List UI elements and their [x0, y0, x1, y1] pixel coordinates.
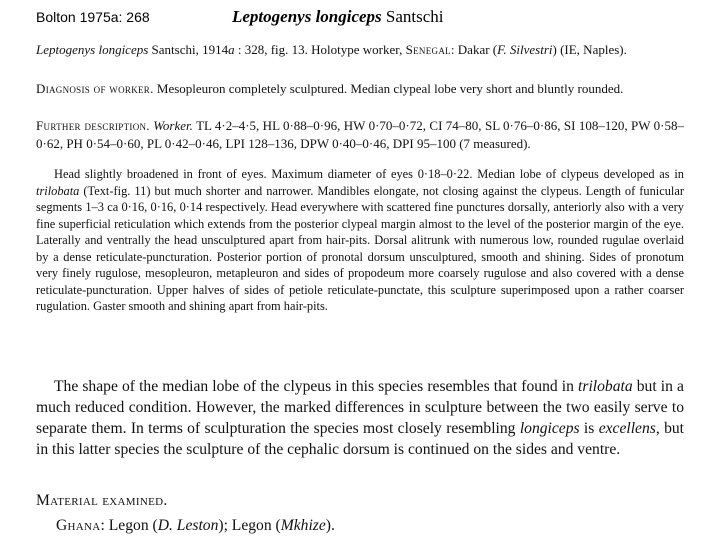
comparison-paragraph	[36, 376, 684, 460]
diagnosis-heading: Diagnosis of worker.	[36, 81, 154, 96]
diagnosis-paragraph	[36, 80, 684, 98]
compare-excellens: excellens	[598, 420, 656, 437]
holotype-ref: Santschi, 1914	[148, 42, 229, 57]
material-text-b: ); Legon (	[218, 517, 281, 534]
holotype-binomial: Leptogenys longiceps	[36, 42, 149, 57]
compare-text-c: is	[579, 420, 599, 437]
material-collector-1: D. Leston	[157, 517, 219, 534]
holotype-ref-rest: : 328, fig. 13. Holotype worker,	[234, 42, 406, 57]
head-text-a: Head slightly broadened in front of eyes. Maximum diameter of eyes 0·18–0·22. Median lobe of clypeus developed as in	[54, 167, 684, 181]
holotype-rest: ) (IE, Naples).	[552, 42, 627, 57]
head-text-b: (Text-fig. 11) but much shorter and narrower. Mandibles elongate, not closing against the clypeus. Length of funicular segments 1–3 ca 0·16, 0·16, 0·14 respectively. Head everywhere with scattered fine punctures dorsally, anteriorly also with a very fine superficial reticulation which extends from the posterior clypeal margin almost to the level of the posterior margin of the eye. Laterally and ventrally the head unsculptured apart from hair-pits. Dorsal alitrunk with numerous low, rounded rugulae overlaid by a dense reticulate-puncturation. Posterior portion of pronotal dorsum unsculptured, smooth and shining. Sides of pronotum very finely rugulose, mesopleuron, metapleuron and sides of propodeum more coarsely rugulose and also covered with a dense reticulate-puncturation. Upper halves of sides of petiole reticulate-punctate, this sculpture superimposed upon a rather coarser rugulation. Gaster smooth and shining apart from hair-pits.	[36, 183, 684, 313]
species-author: Santschi	[385, 7, 444, 26]
compare-text-d: , but in this latter species the sculpture of the cephalic dorsum is continued on the sides and ventre.	[36, 420, 684, 458]
holotype-collector: F. Silvestri	[497, 42, 553, 57]
compare-trilobata: trilobata	[578, 378, 633, 395]
material-paragraph	[56, 515, 704, 536]
compare-longiceps: longiceps	[519, 420, 580, 437]
holotype-paragraph	[36, 41, 684, 59]
compare-text-a: The shape of the median lobe of the clypeus in this species resembles that found in	[54, 378, 579, 395]
further-heading: Further description.	[36, 118, 150, 133]
further-measurements: TL 4·2–4·5, HL 0·88–0·96, HW 0·70–0·72, CI 74–80, SL 0·76–0·86, SI 108–120, PW 0·58–0·62, PH 0·54–0·60, PL 0·42–0·46, LPI 128–136, DPW 0·40–0·46, DPI 95–100 (7 measured).	[36, 118, 685, 151]
material-text-a: : Legon (	[100, 517, 158, 534]
citation-label: Bolton 1975a: 268	[36, 9, 150, 25]
compare-text-b: but in a much reduced condition. However, the marked differences in sculpture between the two easily serve to separate them. In terms of sculpturation the species most closely resembling	[36, 378, 684, 437]
head-description-paragraph	[36, 166, 684, 315]
holotype-country: Senegal	[405, 42, 451, 57]
holotype-locality: : Dakar (	[450, 42, 498, 57]
material-country: Ghana	[56, 517, 101, 534]
further-caste: Worker.	[153, 118, 193, 133]
species-title	[232, 7, 444, 27]
further-description-paragraph	[36, 117, 684, 152]
diagnosis-text: Mesopleuron completely sculptured. Median clypeal lobe very short and bluntly rounded.	[153, 81, 624, 96]
material-heading: Material examined.	[36, 492, 168, 509]
species-binomial: Leptogenys longiceps	[232, 7, 382, 26]
material-text-c: ).	[325, 517, 335, 534]
head-trilobata: trilobata	[36, 183, 80, 198]
holotype-ref-suffix: a	[228, 42, 235, 57]
material-collector-2: Mkhize	[280, 517, 326, 534]
